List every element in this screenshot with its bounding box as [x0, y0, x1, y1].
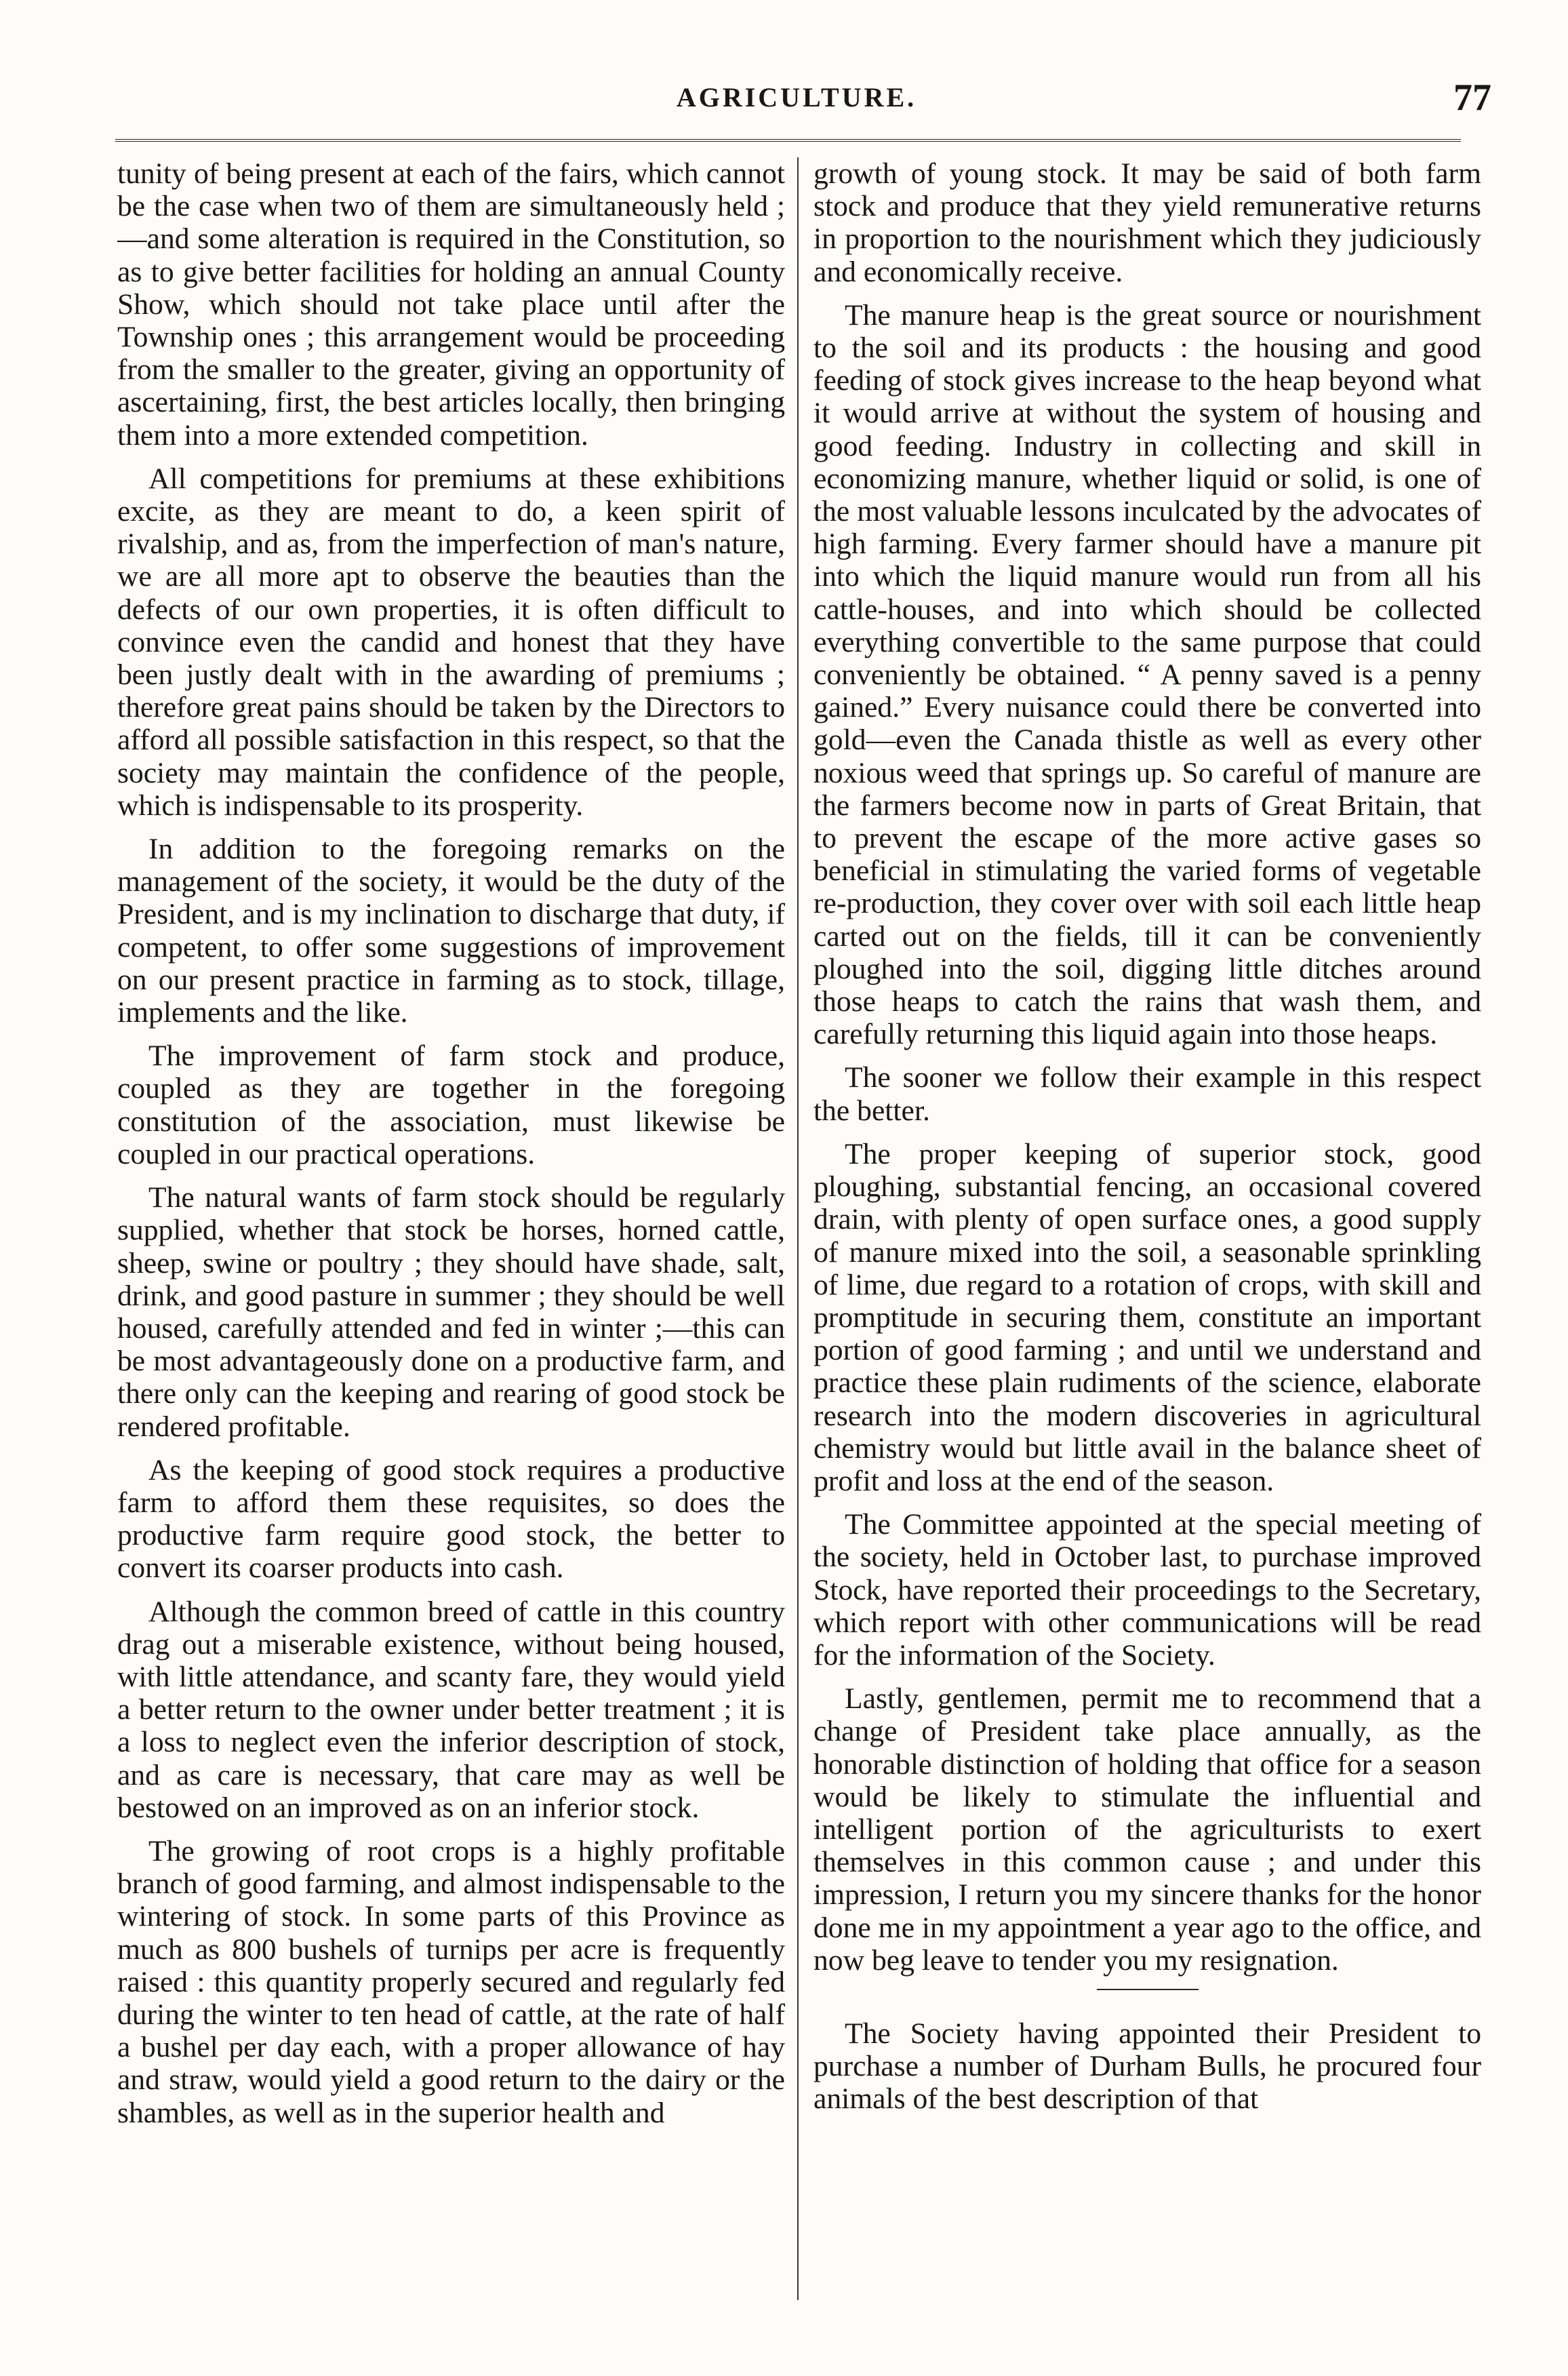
paragraph: All competitions for premiums at these exhibitions excite, as they are meant to do, a keen spirit of rivalship, and as, from the imperfection of man's nature, we are all more apt to observe the beauties than the defects of our own properties, it is often difficult to convince even the candid and honest that they have been justly dealt with in the awarding of premiums ; therefore great pains should be taken by the Directors to afford all possible satisfaction in this respect, so that the society may maintain the confidence of the people, which is indispensable to its prosperity. — [117, 462, 785, 822]
paragraph: The improvement of farm stock and produce, coupled as they are together in the foregoing constitution of the association, must likewise be coupled in our practical operations. — [117, 1040, 785, 1170]
paragraph: The growing of root crops is a highly profitable branch of good farming, and almost indispensable to the wintering of stock. In some parts of this Province as much as 800 bushels of turnips per acre is frequently raised : this quantity properly secured and regularly fed during the winter to ten head of cattle, at the rate of half a bushel per day each, with a proper allowance of hay and straw, would yield a good return to the dairy or the shambles, as well as in the superior health and — [117, 1834, 785, 2129]
page-number: 77 — [1453, 77, 1491, 119]
left-column — [117, 157, 785, 2300]
column-divider — [797, 157, 799, 2300]
paragraph: growth of young stock. It may be said of both farm stock and produce that they yield remunerative returns in proportion to the nourishment which they judiciously and economically receive. — [813, 157, 1481, 288]
section-rule — [1097, 1989, 1199, 1990]
running-title: AGRICULTURE. — [676, 82, 917, 113]
paragraph: Although the common breed of cattle in this country drag out a miserable existence, without being housed, with little attendance, and scanty fare, they would yield a better return to the owner under better treatment ; it is a loss to neglect even the inferior description of stock, and as care is necessary, that care may as well be bestowed on an improved as on an inferior stock. — [117, 1595, 785, 1824]
paragraph: In addition to the foregoing remarks on the management of the society, it would be the duty of the President, and is my inclination to discharge that duty, if competent, to offer some suggestions of improvement on our present practice in farming as to stock, tillage, implements and the like. — [117, 833, 785, 1029]
paragraph: The sooner we follow their example in this respect the better. — [813, 1061, 1481, 1127]
paragraph: The manure heap is the great source or nourishment to the soil and its products : the housing and good feeding of stock gives increase to the heap beyond what it would arrive at without the system of housing and good feeding. Industry in collecting and skill in economizing manure, whether liquid or solid, is one of the most valuable lessons inculcated by the advocates of high farming. Every farmer should have a manure pit into which the liquid manure would run from all his cattle-houses, and into which should be collected everything convertible to the same purpose that could conveniently be obtained. “ A penny saved is a penny gained.” Every nuisance could there be converted into gold—even the Canada thistle as well as every other noxious weed that springs up. So careful of manure are the farmers become now in parts of Great Britain, that to prevent the escape of the more active gases so beneficial in stimulating the varied forms of vegetable re-production, they cover over with soil each little heap carted out on the fields, till it can be conveniently ploughed into the soil, digging little ditches around those heaps to catch the rains that wash them, and carefully returning this liquid again into those heaps. — [813, 298, 1481, 1051]
paragraph: The natural wants of farm stock should be regularly supplied, whether that stock be horses, horned cattle, sheep, swine or poultry ; they should have shade, salt, drink, and good pasture in summer ; they should be well housed, carefully attended and fed in winter ;—this can be most advantageously done on a productive farm, and there only can the keeping and rearing of good stock be rendered profitable. — [117, 1181, 785, 1443]
right-column — [813, 157, 1481, 2300]
paragraph: The Society having appointed their President to purchase a number of Durham Bulls, he procured four animals of the best description of that — [813, 2017, 1481, 2116]
paragraph: The proper keeping of superior stock, good ploughing, substantial fencing, an occasional covered drain, with plenty of open surface ones, a good supply of manure mixed into the soil, a seasonable sprinkling of lime, due regard to a rotation of crops, with skill and promptitude in securing them, constitute an important portion of good farming ; and until we understand and practice these plain rudiments of the science, elaborate research into the modern discoveries in agricultural chemistry would but little avail in the balance sheet of profit and loss at the end of the season. — [813, 1137, 1481, 1497]
paragraph: The Committee appointed at the special meeting of the society, held in October last, to purchase improved Stock, have reported their proceedings to the Secretary, which report with other communications will be read for the information of the Society. — [813, 1508, 1481, 1671]
page-header — [102, 76, 1491, 137]
paragraph: As the keeping of good stock requires a productive farm to afford them these requisites, so does the productive farm require good stock, the better to convert its coarser products into cash. — [117, 1453, 785, 1585]
header-rule — [115, 139, 1461, 142]
paragraph: tunity of being present at each of the fairs, which cannot be the case when two of them are simultaneously held ;—and some alteration is required in the Constitution, so as to give better facilities for holding an annual County Show, which should not take place until after the Township ones ; this arrangement would be proceeding from the smaller to the greater, giving an opportunity of ascertaining, first, the best articles locally, then bringing them into a more extended competition. — [117, 157, 785, 452]
paragraph: Lastly, gentlemen, permit me to recommend that a change of President take place annually, as the honorable distinction of holding that office for a season would be likely to stimulate the influential and intelligent portion of the agriculturists to exert themselves in this common cause ; and under this impression, I return you my sincere thanks for the honor done me in my appointment a year ago to the office, and now beg leave to tender you my resignation. — [813, 1682, 1481, 1977]
